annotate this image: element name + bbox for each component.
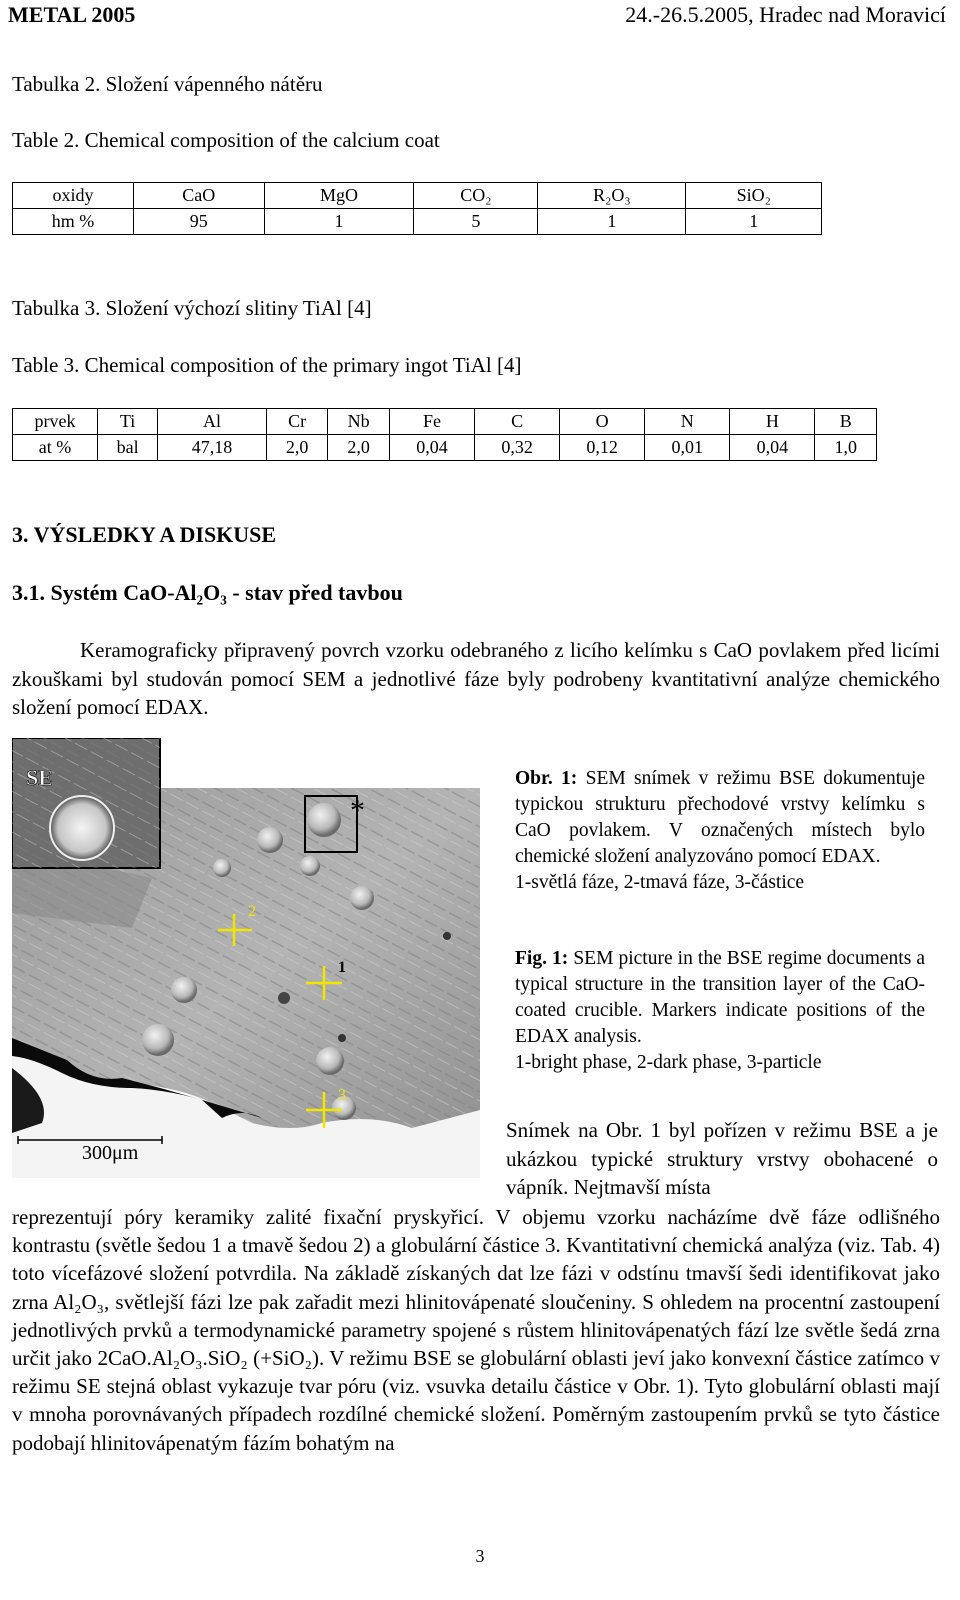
table-cell: CO₂: [414, 183, 538, 209]
scale-label: 300μm: [82, 1142, 139, 1164]
intro-paragraph: Keramograficky připravený povrch vzorku odebraného z licího kelímku s CaO povlakem před licími zkouškami byl studován pomocí SEM a jednotlivé fáze byly podrobeny kvantitativní analýze chemického složení pomocí EDAX.: [12, 638, 940, 719]
table-cell: oxidy: [13, 183, 134, 209]
subsection-heading: 3.1. Systém CaO-Al₂O₃ - stav před tavbou: [12, 580, 403, 605]
table-cell: 1: [538, 209, 686, 235]
inset-label: SE: [26, 765, 53, 790]
table-cell: CaO: [134, 183, 265, 209]
table-row: [13, 209, 822, 235]
table2: [12, 182, 822, 235]
marker-2-label: 2: [248, 903, 256, 920]
table-cell: 1: [686, 209, 822, 235]
table3: [12, 408, 877, 461]
table-cell: hm %: [13, 209, 134, 235]
table-cell: R₂O₃: [538, 183, 686, 209]
table-cell: 2,0: [266, 435, 328, 461]
table3-caption-en: Table 3. Chemical composition of the primary ingot TiAl [4]: [12, 353, 522, 377]
sem-figure: [12, 738, 480, 1178]
table-cell: Fe: [389, 409, 474, 435]
table-row: [13, 435, 877, 461]
figure-caption-en: Fig. 1: SEM picture in the BSE regime documents a typical structure in the transition layer of the CaO-coated crucible. Markers indicate positions of the EDAX analysis. 1-bright phase, 2-dark phase, 3-particle: [515, 948, 926, 1073]
se-inset: [12, 738, 160, 868]
table-cell: Cr: [266, 409, 328, 435]
body-paragraph: reprezentují póry keramiky zalité fixační pryskyřicí. V objemu vzorku nacházíme dvě fáze odlišného kontrastu (světle šedou 1 a tmavě šedou 2) a globulární částice 3. Kvantitativní chemická analýza (viz. Tab. 4) toto vícefázové složení potvrdila. Na základě získaných dat lze fázi v odstínu tmavší šedi identifikovat jako zrna Al₂O₃, světlejší fázi lze pak zařadit mezi hlinitovápenaté sloučeniny. S ohledem na procentní zastoupení jednotlivých prvků a termodynamické parametry spojené s růstem hlinitovápenatých fází lze světle šedá zrna určit jako 2CaO.Al₂O₃.SiO₂ (+SiO₂). V režimu BSE se globulární oblasti jeví jako konvexní částice zatímco v režimu SE stejná oblast vykazuje tvar póru (viz. vsuvka detailu částice v Obr. 1). Tyto globulární oblasti mají v mnoha porovnávaných případech rozdílné chemické složení. Poměrným zastoupením prvků se tyto částice podobají hlinitovápenatým fázím bohatým na: [12, 1205, 940, 1455]
table-cell: at %: [13, 435, 98, 461]
marker-3-label: 3: [338, 1087, 346, 1104]
table-row: [13, 409, 877, 435]
wrap-paragraph: Snímek na Obr. 1 byl pořízen v režimu BSE a je ukázkou typické struktury vrstvy obohacené o vápník. Nejtmavší místa: [506, 1118, 938, 1199]
table2-caption-cz: Tabulka 2. Složení vápenného nátěru: [12, 72, 323, 96]
marker-1-label: 1: [338, 959, 346, 976]
table-cell: Nb: [328, 409, 390, 435]
table-cell: MgO: [264, 183, 414, 209]
asterisk-marker: *: [350, 794, 365, 827]
table-cell: 1: [264, 209, 414, 235]
table2-caption-en: Table 2. Chemical composition of the calcium coat: [12, 128, 440, 152]
header-right: 24.-26.5.2005, Hradec nad Moravicí: [625, 2, 946, 27]
table-cell: Al: [158, 409, 267, 435]
table-cell: 1,0: [815, 435, 877, 461]
section-heading: 3. VÝSLEDKY A DISKUSE: [12, 522, 277, 547]
table-cell: bal: [98, 435, 158, 461]
table-cell: 0,01: [645, 435, 730, 461]
figure-caption-cz: Obr. 1: SEM snímek v režimu BSE dokumentuje typickou strukturu přechodové vrstvy kelímku s CaO povlakem. V označených místech bylo chemické složení analyzováno pomocí EDAX. 1-světlá fáze, 2-tmavá fáze, 3-částice: [515, 768, 926, 893]
table-cell: C: [475, 409, 560, 435]
table-cell: 95: [134, 209, 265, 235]
table-cell: 5: [414, 209, 538, 235]
page-number: 3: [475, 1546, 485, 1566]
table-cell: 0,04: [389, 435, 474, 461]
table-cell: 47,18: [158, 435, 267, 461]
table-cell: H: [730, 409, 815, 435]
table-cell: 0,32: [475, 435, 560, 461]
table-cell: prvek: [13, 409, 98, 435]
table-cell: Ti: [98, 409, 158, 435]
table-row: [13, 183, 822, 209]
header-left: METAL 2005: [8, 2, 136, 27]
table-cell: N: [645, 409, 730, 435]
table-cell: SiO₂: [686, 183, 822, 209]
table-cell: B: [815, 409, 877, 435]
table-cell: 0,04: [730, 435, 815, 461]
table-cell: 0,12: [560, 435, 645, 461]
table-cell: 2,0: [328, 435, 390, 461]
table-cell: O: [560, 409, 645, 435]
table3-caption-cz: Tabulka 3. Složení výchozí slitiny TiAl [4]: [12, 296, 372, 320]
